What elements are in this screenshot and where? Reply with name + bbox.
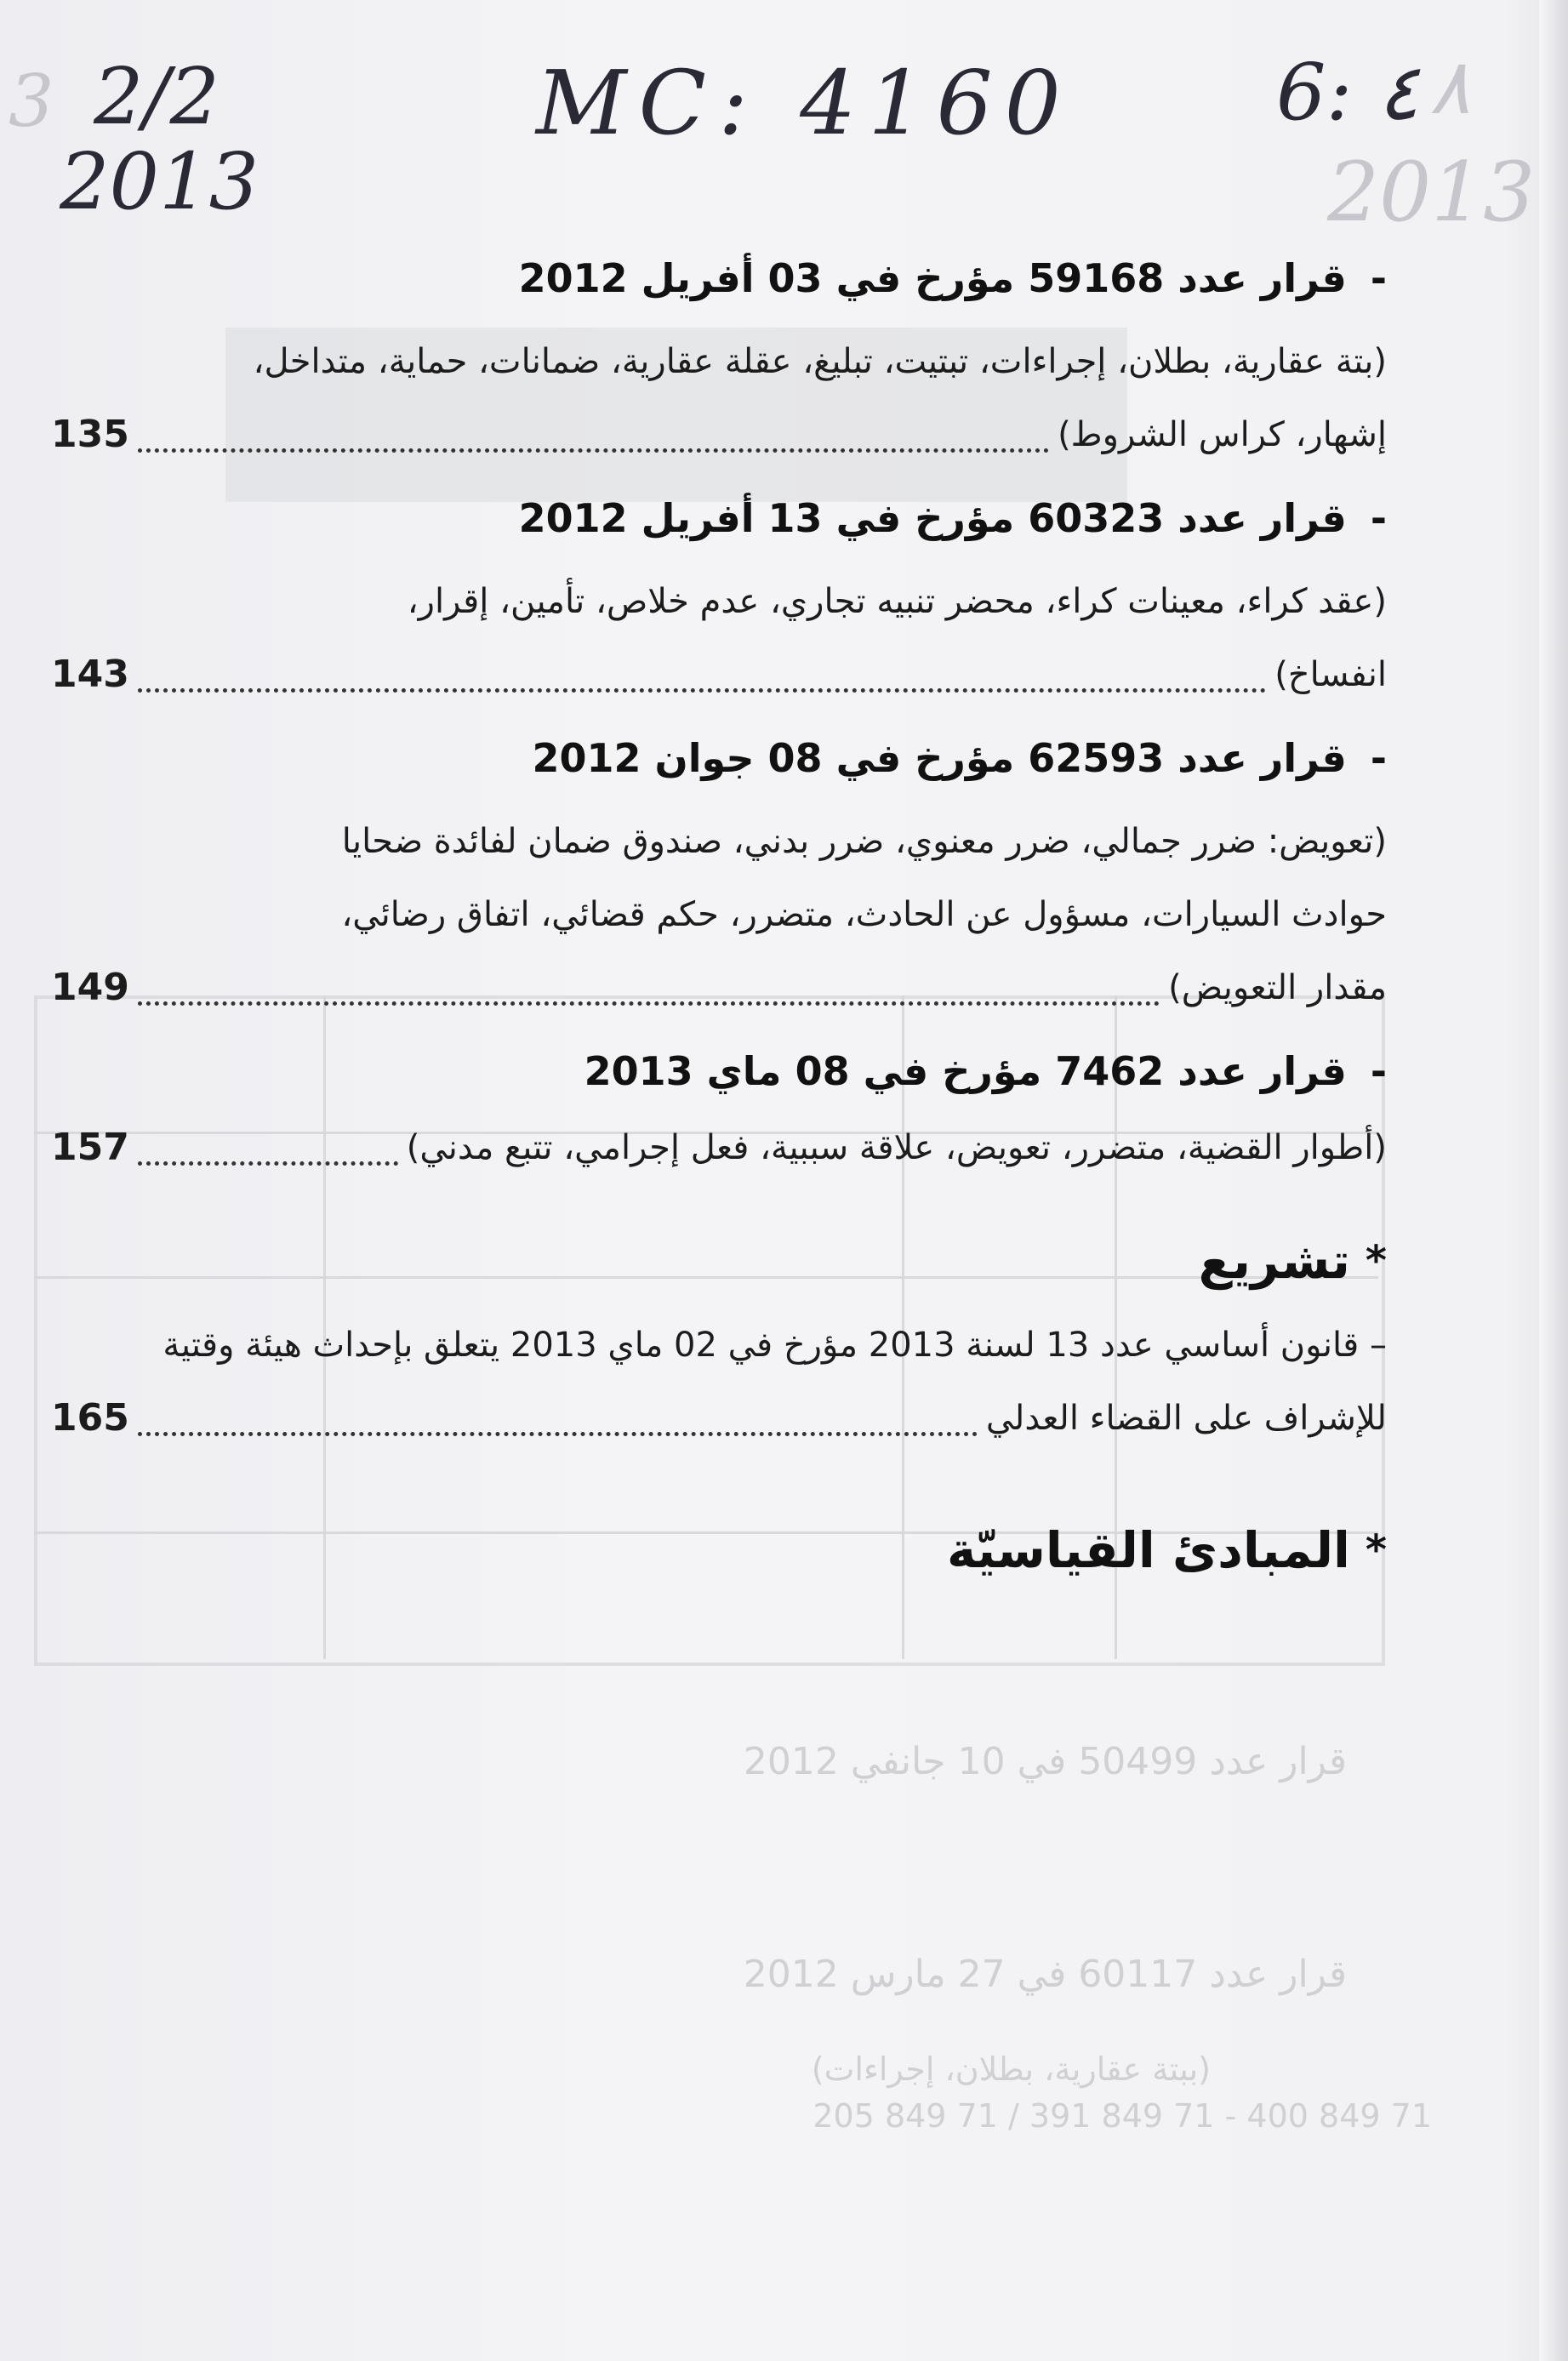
leader-dots <box>138 688 1266 693</box>
keywords-line: (عقد كراء، معينات كراء، محضر تنبيه تجاري، عدم خلاص، تأمين، إقرار، <box>407 582 1387 621</box>
keywords-line: (بتة عقارية، بطلان، إجراءات، تبتيت، تبليغ، عقلة عقارية، ضمانات، حماية، متداخل، <box>253 342 1387 381</box>
table-of-contents <box>51 255 1387 1579</box>
leader-dots <box>138 1161 398 1166</box>
decision-entry <box>51 255 1387 471</box>
page-number: 149 <box>51 966 129 1009</box>
keywords-last-line <box>51 638 1387 711</box>
star-bullet: * <box>1365 1526 1387 1574</box>
decision-entry <box>51 495 1387 711</box>
decision-keywords <box>51 565 1387 711</box>
page-number: 165 <box>51 1396 129 1440</box>
decision-keywords <box>51 1111 1387 1184</box>
keywords-last-line <box>51 951 1387 1024</box>
bullet-dash: - <box>1370 255 1387 301</box>
decision-entry <box>51 735 1387 1024</box>
ghost-handwriting: 3 <box>9 60 54 143</box>
decision-title: قرار عدد 59168 مؤرخ في 03 أفريل 2012 <box>518 255 1347 301</box>
decision-heading <box>51 255 1387 301</box>
keywords-text: إشهار، كراس الشروط) <box>1058 415 1387 454</box>
decision-title: قرار عدد 62593 مؤرخ في 08 جوان 2012 <box>532 735 1347 781</box>
legislation-section <box>51 1232 1387 1455</box>
keywords-text: (أطوار القضية، متضرر، تعويض، علاقة سببية، فعل إجرامي، تتبع مدني) <box>406 1128 1387 1167</box>
show-through-text: (ببتة عقارية، بطلان، إجراءات) <box>811 2050 1211 2088</box>
page-number: 157 <box>51 1126 129 1169</box>
handwritten-code: 6: ٤ <box>1276 47 1420 138</box>
keywords-text: مقدار التعويض) <box>1168 968 1387 1007</box>
leader-dots <box>138 448 1049 453</box>
show-through-text: قرار عدد 60117 في 27 مارس 2012 <box>743 1953 1347 1996</box>
section-title: المبادئ القياسيّة <box>947 1521 1350 1579</box>
page-number: 143 <box>51 653 129 696</box>
bullet-dash: - <box>1370 1048 1387 1094</box>
legislation-text <box>51 1309 1387 1455</box>
star-bullet: * <box>1365 1237 1387 1285</box>
decision-keywords <box>51 805 1387 1024</box>
handwritten-reference: MC: 4160 <box>536 51 1073 155</box>
page-number: 135 <box>51 413 129 456</box>
legislation-line: – قانون أساسي عدد 13 لسنة 2013 مؤرخ في 02 ماي 2013 يتعلق بإحداث هيئة وقتية <box>163 1326 1387 1365</box>
decision-heading <box>51 735 1387 781</box>
show-through-text: قرار عدد 50499 في 10 جانفي 2012 <box>743 1740 1347 1783</box>
show-through-text: 71 849 400 - 71 849 391 / 71 849 205 <box>813 2097 1432 2135</box>
decision-heading <box>51 1048 1387 1094</box>
handwritten-year: 2013 <box>60 136 259 227</box>
decision-entry <box>51 1048 1387 1184</box>
bullet-dash: - <box>1370 495 1387 541</box>
keywords-text: انفساخ) <box>1274 655 1387 694</box>
leader-dots <box>138 1001 1160 1006</box>
legislation-last-line <box>51 1382 1387 1455</box>
keywords-last-line <box>51 1111 1387 1184</box>
ghost-handwriting: 2013 <box>1327 145 1536 240</box>
decision-title: قرار عدد 60323 مؤرخ في 13 أفريل 2012 <box>518 495 1347 541</box>
keywords-last-line <box>51 398 1387 471</box>
keywords-line: حوادث السيارات، مسؤول عن الحادث، متضرر، حكم قضائي، اتفاق رضائي، <box>341 895 1387 934</box>
keywords-line: (تعويض: ضرر جمالي، ضرر معنوي، ضرر بدني، صندوق ضمان لفائدة ضحايا <box>341 822 1387 861</box>
decision-keywords <box>51 325 1387 471</box>
decision-title: قرار عدد 7462 مؤرخ في 08 ماي 2013 <box>584 1048 1347 1094</box>
principles-section <box>51 1521 1387 1579</box>
legislation-text-end: للإشراف على القضاء العدلي <box>985 1399 1387 1438</box>
decision-heading <box>51 495 1387 541</box>
bullet-dash: - <box>1370 735 1387 781</box>
leader-dots <box>138 1432 978 1436</box>
handwritten-fraction: 2/2 <box>94 51 220 142</box>
section-heading <box>51 1232 1387 1290</box>
section-title: تشريع <box>1198 1232 1350 1290</box>
section-heading <box>51 1521 1387 1579</box>
page-edge <box>1539 0 1568 2361</box>
ghost-handwriting: ٨ <box>1429 43 1471 132</box>
